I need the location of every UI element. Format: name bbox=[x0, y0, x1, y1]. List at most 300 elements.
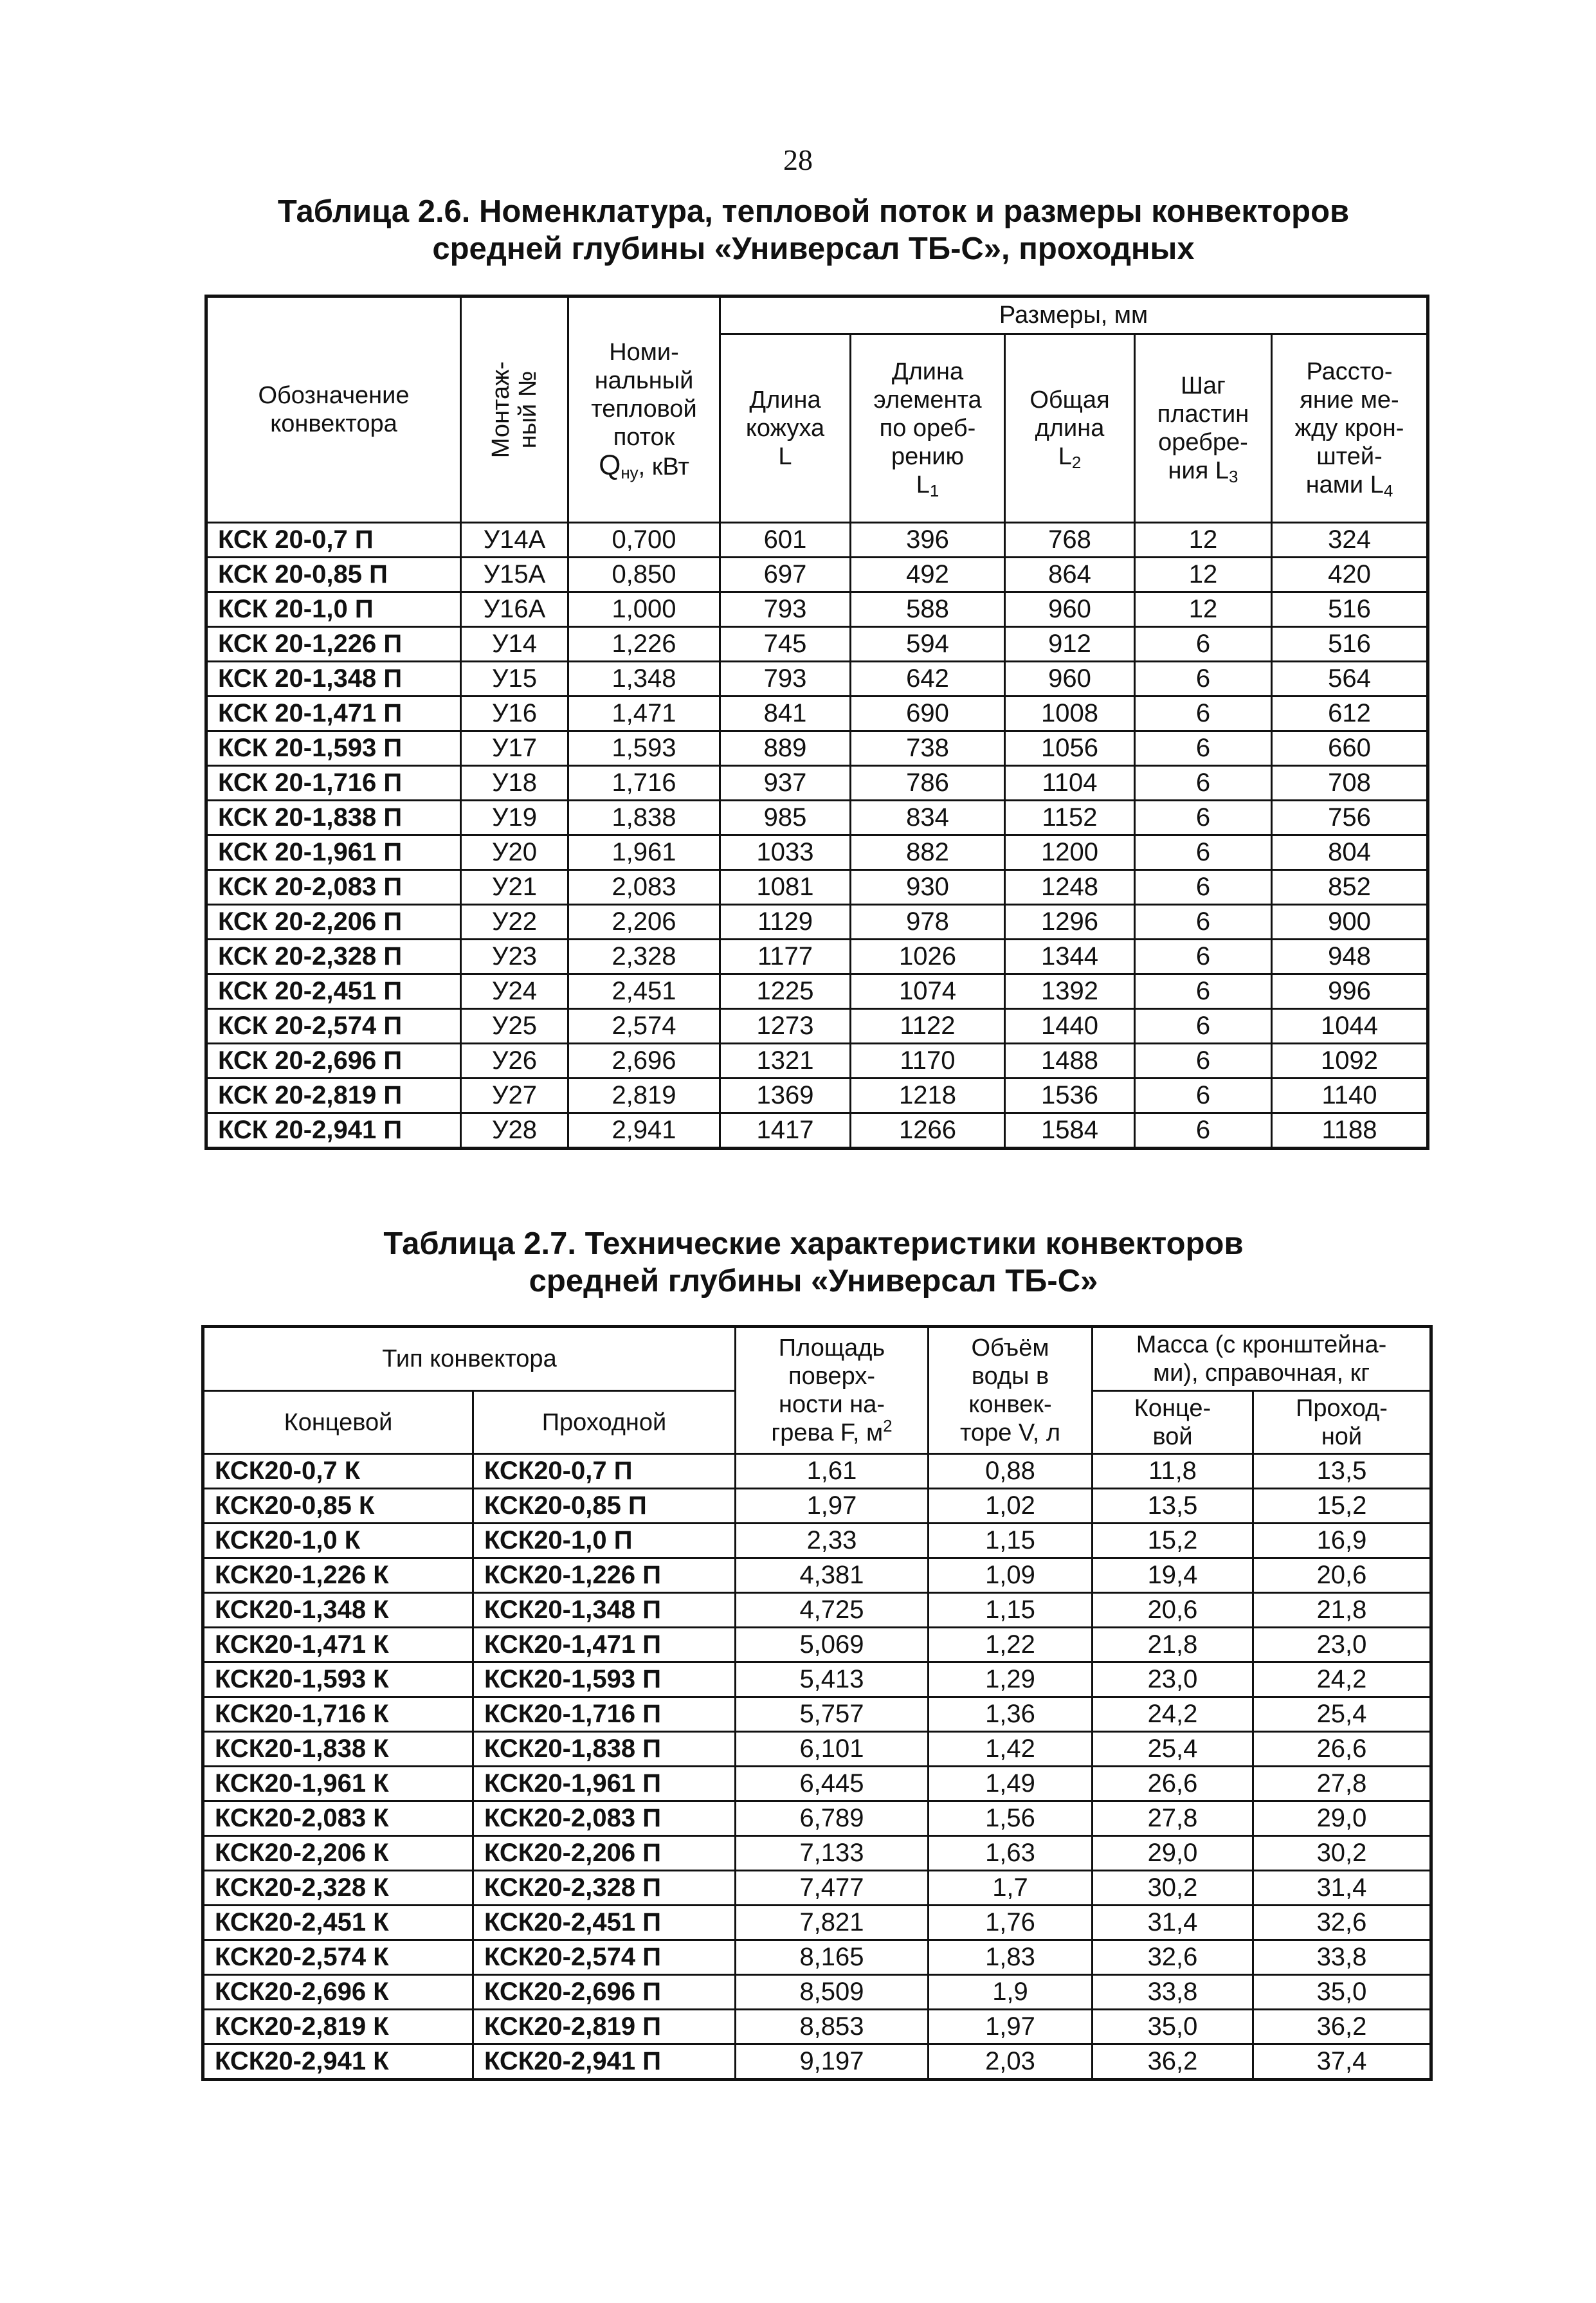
value-cell: 1,716 bbox=[568, 766, 720, 801]
convector-name-cell: КСК 20-2,451 П bbox=[206, 974, 461, 1009]
value-cell: У19 bbox=[461, 801, 568, 835]
value-cell: 1008 bbox=[1005, 696, 1135, 731]
value-cell: 1,7 bbox=[929, 1871, 1093, 1906]
value-cell: 6 bbox=[1135, 731, 1272, 766]
caption-line: средней глубины «Универсал ТБ-С», проходных bbox=[432, 232, 1195, 266]
value-cell: 660 bbox=[1272, 731, 1428, 766]
convector-name-cell: КСК 20-2,696 П bbox=[206, 1044, 461, 1079]
value-cell: 1,29 bbox=[929, 1662, 1093, 1697]
value-cell: У15А bbox=[461, 558, 568, 592]
header-mass-end: Конце- вой bbox=[1093, 1391, 1253, 1454]
value-cell: 1369 bbox=[720, 1079, 851, 1113]
convector-name-cell: КСК 20-1,348 П bbox=[206, 662, 461, 696]
header-designation: Обозначение конвектора bbox=[206, 296, 461, 523]
nomenclature-table bbox=[204, 295, 1429, 1150]
table-row bbox=[206, 627, 1428, 662]
value-cell: У14А bbox=[461, 523, 568, 558]
value-cell: 786 bbox=[851, 766, 1005, 801]
value-cell: 804 bbox=[1272, 835, 1428, 870]
value-cell: 2,328 bbox=[568, 940, 720, 974]
value-cell: У27 bbox=[461, 1079, 568, 1113]
value-cell: 1,49 bbox=[929, 1767, 1093, 1801]
convector-name-cell: КСК20-2,574 П bbox=[473, 1940, 736, 1975]
value-cell: 1200 bbox=[1005, 835, 1135, 870]
convector-name-cell: КСК20-2,819 П bbox=[473, 2010, 736, 2044]
value-cell: 27,8 bbox=[1253, 1767, 1431, 1801]
value-cell: 1,15 bbox=[929, 1593, 1093, 1628]
value-cell: 5,757 bbox=[736, 1697, 929, 1732]
value-cell: 6 bbox=[1135, 974, 1272, 1009]
table-2-6-caption bbox=[193, 193, 1434, 268]
header-bracket-distance: Рассто- яние ме- жду крон- штей- нами $L_4$ bbox=[1272, 334, 1428, 522]
technical-characteristics-table bbox=[201, 1325, 1433, 2081]
table-row bbox=[203, 2010, 1431, 2044]
value-cell: 930 bbox=[851, 870, 1005, 905]
value-cell: 35,0 bbox=[1093, 2010, 1253, 2044]
value-cell: 33,8 bbox=[1093, 1975, 1253, 2010]
convector-name-cell: КСК20-1,961 К bbox=[203, 1767, 473, 1801]
table-row bbox=[206, 835, 1428, 870]
value-cell: 12 bbox=[1135, 592, 1272, 627]
value-cell: 29,0 bbox=[1253, 1801, 1431, 1836]
value-cell: 23,0 bbox=[1093, 1662, 1253, 1697]
table-row bbox=[203, 1975, 1431, 2010]
value-cell: 937 bbox=[720, 766, 851, 801]
value-cell: 6 bbox=[1135, 1044, 1272, 1079]
value-cell: 1,226 bbox=[568, 627, 720, 662]
header-nominal-heat-flow: Номи- нальный тепловой поток $Q_{ну}$, кВт bbox=[568, 296, 720, 523]
convector-name-cell: КСК20-2,083 П bbox=[473, 1801, 736, 1836]
value-cell: 5,069 bbox=[736, 1628, 929, 1662]
value-cell: 32,6 bbox=[1253, 1906, 1431, 1940]
value-cell: 1296 bbox=[1005, 905, 1135, 940]
value-cell: 0,700 bbox=[568, 523, 720, 558]
value-cell: 6 bbox=[1135, 662, 1272, 696]
convector-name-cell: КСК 20-2,083 П bbox=[206, 870, 461, 905]
table-row bbox=[206, 940, 1428, 974]
value-cell: 324 bbox=[1272, 523, 1428, 558]
convector-name-cell: КСК20-1,471 П bbox=[473, 1628, 736, 1662]
convector-name-cell: КСК20-2,451 П bbox=[473, 1906, 736, 1940]
value-cell: 7,133 bbox=[736, 1836, 929, 1871]
value-cell: 11,8 bbox=[1093, 1454, 1253, 1489]
value-cell: 690 bbox=[851, 696, 1005, 731]
table-row bbox=[203, 1558, 1431, 1593]
table-row bbox=[206, 766, 1428, 801]
convector-name-cell: КСК20-2,451 К bbox=[203, 1906, 473, 1940]
convector-name-cell: КСК20-2,819 К bbox=[203, 2010, 473, 2044]
value-cell: 19,4 bbox=[1093, 1558, 1253, 1593]
value-cell: 1,97 bbox=[929, 2010, 1093, 2044]
value-cell: 564 bbox=[1272, 662, 1428, 696]
value-cell: 912 bbox=[1005, 627, 1135, 662]
value-cell: 1273 bbox=[720, 1009, 851, 1044]
value-cell: 1129 bbox=[720, 905, 851, 940]
value-cell: 1026 bbox=[851, 940, 1005, 974]
value-cell: 6 bbox=[1135, 766, 1272, 801]
convector-name-cell: КСК 20-1,226 П bbox=[206, 627, 461, 662]
value-cell: 1,471 bbox=[568, 696, 720, 731]
convector-name-cell: КСК20-2,574 К bbox=[203, 1940, 473, 1975]
header-total-length: Общая длина $L_2$ bbox=[1005, 334, 1135, 522]
value-cell: 2,696 bbox=[568, 1044, 720, 1079]
value-cell: 841 bbox=[720, 696, 851, 731]
convector-name-cell: КСК 20-0,85 П bbox=[206, 558, 461, 592]
value-cell: 6,445 bbox=[736, 1767, 929, 1801]
value-cell: 13,5 bbox=[1093, 1489, 1253, 1524]
page-number: 28 bbox=[783, 143, 813, 176]
value-cell: 1225 bbox=[720, 974, 851, 1009]
convector-name-cell: КСК20-1,0 П bbox=[473, 1524, 736, 1558]
table-row bbox=[203, 1767, 1431, 1801]
value-cell: 1,09 bbox=[929, 1558, 1093, 1593]
convector-name-cell: КСК20-2,941 П bbox=[473, 2044, 736, 2080]
value-cell: У26 bbox=[461, 1044, 568, 1079]
value-cell: 1177 bbox=[720, 940, 851, 974]
value-cell: 1081 bbox=[720, 870, 851, 905]
value-cell: 8,509 bbox=[736, 1975, 929, 2010]
convector-name-cell: КСК20-2,328 К bbox=[203, 1871, 473, 1906]
value-cell: 20,6 bbox=[1093, 1593, 1253, 1628]
convector-name-cell: КСК20-1,838 П bbox=[473, 1732, 736, 1767]
convector-name-cell: КСК20-2,206 К bbox=[203, 1836, 473, 1871]
convector-name-cell: КСК20-1,593 П bbox=[473, 1662, 736, 1697]
value-cell: 6,101 bbox=[736, 1732, 929, 1767]
table-row bbox=[206, 974, 1428, 1009]
table-row bbox=[206, 731, 1428, 766]
convector-name-cell: КСК20-1,961 П bbox=[473, 1767, 736, 1801]
convector-name-cell: КСК20-1,716 П bbox=[473, 1697, 736, 1732]
convector-name-cell: КСК20-2,206 П bbox=[473, 1836, 736, 1871]
value-cell: 23,0 bbox=[1253, 1628, 1431, 1662]
value-cell: 1,348 bbox=[568, 662, 720, 696]
value-cell: 27,8 bbox=[1093, 1801, 1253, 1836]
value-cell: У28 bbox=[461, 1113, 568, 1149]
value-cell: 1,02 bbox=[929, 1489, 1093, 1524]
value-cell: 37,4 bbox=[1253, 2044, 1431, 2080]
value-cell: 5,413 bbox=[736, 1662, 929, 1697]
value-cell: 1536 bbox=[1005, 1079, 1135, 1113]
value-cell: 2,03 bbox=[929, 2044, 1093, 2080]
convector-name-cell: КСК20-1,348 П bbox=[473, 1593, 736, 1628]
table-row bbox=[206, 905, 1428, 940]
value-cell: 6 bbox=[1135, 627, 1272, 662]
value-cell: 1152 bbox=[1005, 801, 1135, 835]
value-cell: 6 bbox=[1135, 696, 1272, 731]
value-cell: 2,451 bbox=[568, 974, 720, 1009]
value-cell: 960 bbox=[1005, 662, 1135, 696]
value-cell: 15,2 bbox=[1253, 1489, 1431, 1524]
convector-name-cell: КСК 20-2,574 П bbox=[206, 1009, 461, 1044]
table-row bbox=[203, 1940, 1431, 1975]
table-row bbox=[206, 1009, 1428, 1044]
value-cell: 2,819 bbox=[568, 1079, 720, 1113]
table-row bbox=[203, 1906, 1431, 1940]
value-cell: 420 bbox=[1272, 558, 1428, 592]
convector-name-cell: КСК20-2,941 К bbox=[203, 2044, 473, 2080]
convector-name-cell: КСК20-1,226 К bbox=[203, 1558, 473, 1593]
value-cell: 2,574 bbox=[568, 1009, 720, 1044]
value-cell: 396 bbox=[851, 523, 1005, 558]
table-row bbox=[206, 1044, 1428, 1079]
value-cell: 1,15 bbox=[929, 1524, 1093, 1558]
value-cell: У17 bbox=[461, 731, 568, 766]
value-cell: 978 bbox=[851, 905, 1005, 940]
value-cell: 1,961 bbox=[568, 835, 720, 870]
header-convector-type: Тип конвектора bbox=[203, 1327, 736, 1391]
table-row bbox=[206, 870, 1428, 905]
value-cell: 2,941 bbox=[568, 1113, 720, 1149]
convector-name-cell: КСК20-1,716 К bbox=[203, 1697, 473, 1732]
value-cell: 4,381 bbox=[736, 1558, 929, 1593]
value-cell: 31,4 bbox=[1093, 1906, 1253, 1940]
value-cell: 642 bbox=[851, 662, 1005, 696]
header-dimensions: Размеры, мм bbox=[720, 296, 1428, 334]
table-row bbox=[203, 1732, 1431, 1767]
value-cell: 1440 bbox=[1005, 1009, 1135, 1044]
value-cell: 1266 bbox=[851, 1113, 1005, 1149]
convector-name-cell: КСК20-2,696 К bbox=[203, 1975, 473, 2010]
value-cell: 24,2 bbox=[1093, 1697, 1253, 1732]
value-cell: 4,725 bbox=[736, 1593, 929, 1628]
value-cell: 1488 bbox=[1005, 1044, 1135, 1079]
value-cell: 864 bbox=[1005, 558, 1135, 592]
value-cell: 960 bbox=[1005, 592, 1135, 627]
value-cell: 8,853 bbox=[736, 2010, 929, 2044]
convector-name-cell: КСК20-0,85 П bbox=[473, 1489, 736, 1524]
value-cell: 708 bbox=[1272, 766, 1428, 801]
table-row bbox=[203, 1662, 1431, 1697]
caption-line: Таблица 2.7. Технические характеристики конвекторов bbox=[383, 1226, 1244, 1261]
table-row bbox=[203, 1593, 1431, 1628]
value-cell: 9,197 bbox=[736, 2044, 929, 2080]
convector-name-cell: КСК 20-0,7 П bbox=[206, 523, 461, 558]
value-cell: У18 bbox=[461, 766, 568, 801]
value-cell: У21 bbox=[461, 870, 568, 905]
value-cell: 985 bbox=[720, 801, 851, 835]
value-cell: 1,76 bbox=[929, 1906, 1093, 1940]
value-cell: 7,477 bbox=[736, 1871, 929, 1906]
value-cell: 756 bbox=[1272, 801, 1428, 835]
table-row bbox=[206, 662, 1428, 696]
convector-name-cell: КСК 20-1,961 П bbox=[206, 835, 461, 870]
table-row bbox=[206, 801, 1428, 835]
convector-name-cell: КСК20-2,696 П bbox=[473, 1975, 736, 2010]
value-cell: 21,8 bbox=[1093, 1628, 1253, 1662]
header-pass-type: Проходной bbox=[473, 1391, 736, 1454]
value-cell: 6 bbox=[1135, 1009, 1272, 1044]
value-cell: 8,165 bbox=[736, 1940, 929, 1975]
value-cell: 1,9 bbox=[929, 1975, 1093, 2010]
value-cell: 36,2 bbox=[1093, 2044, 1253, 2080]
value-cell: 6 bbox=[1135, 1113, 1272, 1149]
value-cell: 834 bbox=[851, 801, 1005, 835]
value-cell: 33,8 bbox=[1253, 1940, 1431, 1975]
value-cell: 20,6 bbox=[1253, 1558, 1431, 1593]
value-cell: У16А bbox=[461, 592, 568, 627]
convector-name-cell: КСК20-1,226 П bbox=[473, 1558, 736, 1593]
value-cell: 588 bbox=[851, 592, 1005, 627]
value-cell: 1248 bbox=[1005, 870, 1135, 905]
table-row bbox=[203, 1871, 1431, 1906]
value-cell: 1218 bbox=[851, 1079, 1005, 1113]
convector-name-cell: КСК 20-1,0 П bbox=[206, 592, 461, 627]
value-cell: 697 bbox=[720, 558, 851, 592]
value-cell: 948 bbox=[1272, 940, 1428, 974]
convector-name-cell: КСК 20-2,941 П bbox=[206, 1113, 461, 1149]
value-cell: 1417 bbox=[720, 1113, 851, 1149]
value-cell: 24,2 bbox=[1253, 1662, 1431, 1697]
value-cell: 0,850 bbox=[568, 558, 720, 592]
value-cell: 1092 bbox=[1272, 1044, 1428, 1079]
value-cell: 889 bbox=[720, 731, 851, 766]
value-cell: 1170 bbox=[851, 1044, 1005, 1079]
value-cell: 793 bbox=[720, 662, 851, 696]
value-cell: 36,2 bbox=[1253, 2010, 1431, 2044]
table-2-7-caption bbox=[193, 1225, 1434, 1300]
header-mount-number: Монтаж- ный № bbox=[461, 296, 568, 523]
value-cell: 1140 bbox=[1272, 1079, 1428, 1113]
header-mass-pass: Проход- ной bbox=[1253, 1391, 1431, 1454]
value-cell: 16,9 bbox=[1253, 1524, 1431, 1558]
value-cell: 2,33 bbox=[736, 1524, 929, 1558]
table-row bbox=[203, 1524, 1431, 1558]
value-cell: 32,6 bbox=[1093, 1940, 1253, 1975]
value-cell: 1,61 bbox=[736, 1454, 929, 1489]
table-row bbox=[203, 1454, 1431, 1489]
table-row bbox=[203, 1628, 1431, 1662]
value-cell: 2,083 bbox=[568, 870, 720, 905]
value-cell: 768 bbox=[1005, 523, 1135, 558]
header-heating-area: Площадь поверх- ности на- грева F, $м^2$ bbox=[736, 1327, 929, 1454]
table-row bbox=[206, 523, 1428, 558]
convector-name-cell: КСК20-0,85 К bbox=[203, 1489, 473, 1524]
value-cell: 13,5 bbox=[1253, 1454, 1431, 1489]
value-cell: 1,593 bbox=[568, 731, 720, 766]
table-row bbox=[206, 592, 1428, 627]
value-cell: 6 bbox=[1135, 870, 1272, 905]
value-cell: 15,2 bbox=[1093, 1524, 1253, 1558]
convector-name-cell: КСК20-2,328 П bbox=[473, 1871, 736, 1906]
table-row bbox=[206, 1079, 1428, 1113]
value-cell: 35,0 bbox=[1253, 1975, 1431, 2010]
value-cell: 1,63 bbox=[929, 1836, 1093, 1871]
value-cell: 601 bbox=[720, 523, 851, 558]
value-cell: 30,2 bbox=[1093, 1871, 1253, 1906]
value-cell: 1104 bbox=[1005, 766, 1135, 801]
value-cell: 852 bbox=[1272, 870, 1428, 905]
value-cell: 1392 bbox=[1005, 974, 1135, 1009]
convector-name-cell: КСК 20-2,206 П bbox=[206, 905, 461, 940]
value-cell: 31,4 bbox=[1253, 1871, 1431, 1906]
value-cell: У24 bbox=[461, 974, 568, 1009]
convector-name-cell: КСК20-0,7 К bbox=[203, 1454, 473, 1489]
value-cell: У22 bbox=[461, 905, 568, 940]
value-cell: 492 bbox=[851, 558, 1005, 592]
value-cell: 26,6 bbox=[1093, 1767, 1253, 1801]
value-cell: 21,8 bbox=[1253, 1593, 1431, 1628]
value-cell: 25,4 bbox=[1253, 1697, 1431, 1732]
convector-name-cell: КСК20-0,7 П bbox=[473, 1454, 736, 1489]
value-cell: 7,821 bbox=[736, 1906, 929, 1940]
value-cell: 1321 bbox=[720, 1044, 851, 1079]
value-cell: 900 bbox=[1272, 905, 1428, 940]
table-row bbox=[203, 1697, 1431, 1732]
convector-name-cell: КСК20-1,593 К bbox=[203, 1662, 473, 1697]
convector-name-cell: КСК 20-1,838 П bbox=[206, 801, 461, 835]
convector-name-cell: КСК20-1,838 К bbox=[203, 1732, 473, 1767]
table-row bbox=[203, 1801, 1431, 1836]
value-cell: 1,22 bbox=[929, 1628, 1093, 1662]
value-cell: 1044 bbox=[1272, 1009, 1428, 1044]
table-row bbox=[206, 558, 1428, 592]
value-cell: 0,88 bbox=[929, 1454, 1093, 1489]
convector-name-cell: КСК 20-1,471 П bbox=[206, 696, 461, 731]
table-row bbox=[203, 2044, 1431, 2080]
value-cell: 1,36 bbox=[929, 1697, 1093, 1732]
convector-name-cell: КСК20-1,348 К bbox=[203, 1593, 473, 1628]
value-cell: 6 bbox=[1135, 801, 1272, 835]
value-cell: 12 bbox=[1135, 523, 1272, 558]
convector-name-cell: КСК20-1,0 К bbox=[203, 1524, 473, 1558]
value-cell: 1188 bbox=[1272, 1113, 1428, 1149]
value-cell: 6 bbox=[1135, 835, 1272, 870]
value-cell: 996 bbox=[1272, 974, 1428, 1009]
value-cell: 1,97 bbox=[736, 1489, 929, 1524]
value-cell: 6 bbox=[1135, 905, 1272, 940]
convector-name-cell: КСК 20-1,716 П bbox=[206, 766, 461, 801]
value-cell: 1,000 bbox=[568, 592, 720, 627]
value-cell: 1584 bbox=[1005, 1113, 1135, 1149]
value-cell: 1,83 bbox=[929, 1940, 1093, 1975]
value-cell: 29,0 bbox=[1093, 1836, 1253, 1871]
header-end-type: Концевой bbox=[203, 1391, 473, 1454]
value-cell: 6 bbox=[1135, 940, 1272, 974]
value-cell: 2,206 bbox=[568, 905, 720, 940]
value-cell: 30,2 bbox=[1253, 1836, 1431, 1871]
value-cell: 738 bbox=[851, 731, 1005, 766]
value-cell: У15 bbox=[461, 662, 568, 696]
header-casing-length: Длина кожуха L bbox=[720, 334, 851, 522]
value-cell: У23 bbox=[461, 940, 568, 974]
value-cell: 882 bbox=[851, 835, 1005, 870]
table-row bbox=[203, 1836, 1431, 1871]
convector-name-cell: КСК20-1,471 К bbox=[203, 1628, 473, 1662]
header-mass: Масса (с кронштейна- ми), справочная, кг bbox=[1093, 1327, 1431, 1391]
value-cell: 1,56 bbox=[929, 1801, 1093, 1836]
convector-name-cell: КСК 20-2,819 П bbox=[206, 1079, 461, 1113]
header-element-length: Длина элемента по ореб- рению $L_1$ bbox=[851, 334, 1005, 522]
table-row bbox=[203, 1489, 1431, 1524]
value-cell: 594 bbox=[851, 627, 1005, 662]
value-cell: 612 bbox=[1272, 696, 1428, 731]
value-cell: 516 bbox=[1272, 627, 1428, 662]
value-cell: 1074 bbox=[851, 974, 1005, 1009]
convector-name-cell: КСК 20-2,328 П bbox=[206, 940, 461, 974]
table-row bbox=[206, 1113, 1428, 1149]
value-cell: 793 bbox=[720, 592, 851, 627]
table-row bbox=[206, 696, 1428, 731]
value-cell: 1,838 bbox=[568, 801, 720, 835]
caption-line: Таблица 2.6. Номенклатура, тепловой поток и размеры конвекторов bbox=[277, 194, 1350, 229]
convector-name-cell: КСК20-2,083 К bbox=[203, 1801, 473, 1836]
value-cell: 6,789 bbox=[736, 1801, 929, 1836]
value-cell: У20 bbox=[461, 835, 568, 870]
value-cell: 1344 bbox=[1005, 940, 1135, 974]
value-cell: У16 bbox=[461, 696, 568, 731]
convector-name-cell: КСК 20-1,593 П bbox=[206, 731, 461, 766]
caption-line: средней глубины «Универсал ТБ-С» bbox=[529, 1264, 1098, 1298]
